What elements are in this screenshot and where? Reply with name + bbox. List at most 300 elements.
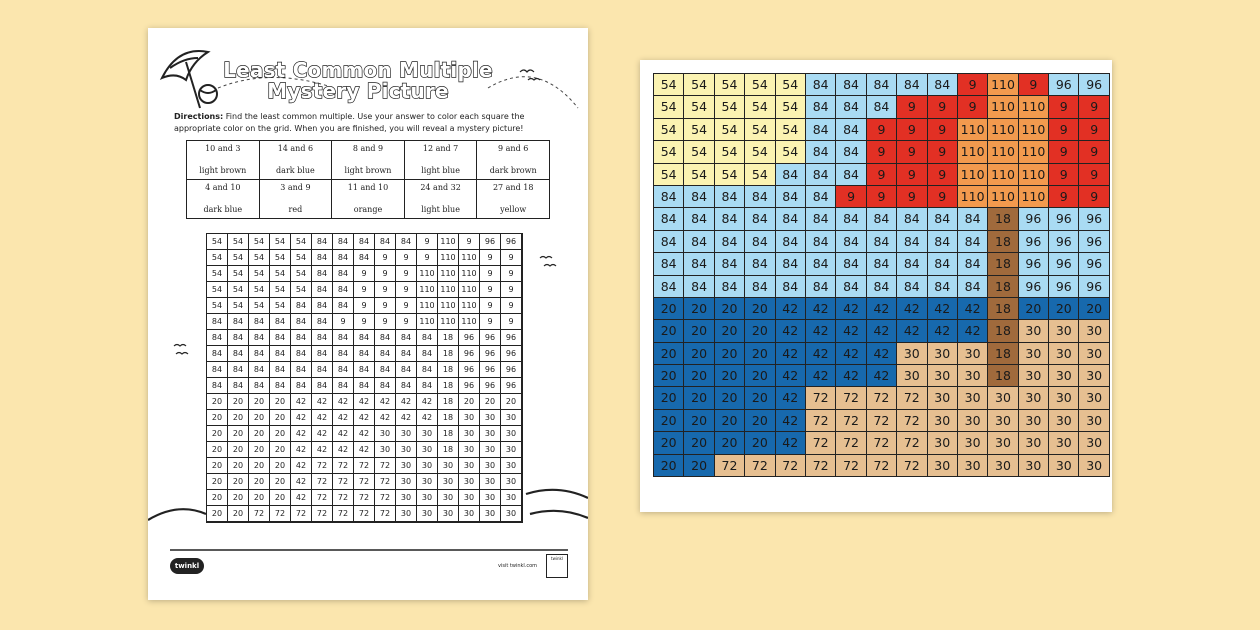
worksheet-grid-cell: 30 xyxy=(501,506,522,522)
answer-grid-cell: 30 xyxy=(988,387,1018,409)
worksheet-grid-cell: 30 xyxy=(459,442,480,458)
worksheet-grid-cell: 84 xyxy=(249,378,270,394)
worksheet-grid-cell: 9 xyxy=(396,298,417,314)
answer-grid-cell: 84 xyxy=(867,208,897,230)
worksheet-grid-cell: 54 xyxy=(228,282,249,298)
worksheet-grid-cell: 30 xyxy=(480,442,501,458)
worksheet-grid-cell: 84 xyxy=(375,362,396,378)
worksheet-grid-cell: 84 xyxy=(270,346,291,362)
worksheet-grid-cell: 30 xyxy=(417,442,438,458)
worksheet-grid-cell: 42 xyxy=(291,442,312,458)
worksheet-grid-cell: 30 xyxy=(480,490,501,506)
answer-grid-cell: 30 xyxy=(1049,387,1079,409)
worksheet-grid-cell: 42 xyxy=(333,410,354,426)
worksheet-grid-cell: 42 xyxy=(312,426,333,442)
key-color: dark brown xyxy=(489,166,537,175)
answer-grid-cell: 84 xyxy=(836,276,866,298)
worksheet-grid-cell: 20 xyxy=(270,458,291,474)
worksheet-grid-cell: 72 xyxy=(312,458,333,474)
answer-grid-cell: 18 xyxy=(988,276,1018,298)
answer-grid-cell: 9 xyxy=(836,186,866,208)
answer-grid-cell: 54 xyxy=(776,96,806,118)
answer-grid-cell: 20 xyxy=(654,387,684,409)
worksheet-grid-cell: 84 xyxy=(249,362,270,378)
key-color: dark blue xyxy=(203,205,243,214)
answer-grid-cell: 54 xyxy=(684,96,714,118)
worksheet-grid-cell: 54 xyxy=(249,234,270,250)
key-cell xyxy=(187,141,260,180)
answer-grid-cell: 30 xyxy=(897,365,927,387)
answer-grid-cell: 84 xyxy=(654,186,684,208)
worksheet-grid-cell: 54 xyxy=(207,250,228,266)
answer-grid-cell: 84 xyxy=(897,231,927,253)
answer-grid-cell: 9 xyxy=(897,96,927,118)
worksheet-grid-cell: 54 xyxy=(291,282,312,298)
answer-grid-cell: 42 xyxy=(836,343,866,365)
worksheet-grid-cell: 110 xyxy=(417,282,438,298)
worksheet-grid-cell: 42 xyxy=(354,426,375,442)
answer-grid-cell: 96 xyxy=(1049,276,1079,298)
answer-grid-cell: 42 xyxy=(867,298,897,320)
worksheet-grid-cell: 84 xyxy=(228,362,249,378)
worksheet-grid-cell: 42 xyxy=(291,458,312,474)
worksheet-grid-cell: 54 xyxy=(228,250,249,266)
answer-grid-cell: 30 xyxy=(1019,455,1049,477)
key-cell xyxy=(187,180,260,219)
answer-grid-cell: 84 xyxy=(836,253,866,275)
answer-grid-cell: 42 xyxy=(836,298,866,320)
answer-grid-cell: 9 xyxy=(897,186,927,208)
answer-grid-cell: 110 xyxy=(988,164,1018,186)
worksheet-grid-cell: 20 xyxy=(270,426,291,442)
answer-grid-cell: 20 xyxy=(684,432,714,454)
answer-grid-cell: 30 xyxy=(958,365,988,387)
answer-grid-cell: 42 xyxy=(776,320,806,342)
answer-grid-cell: 84 xyxy=(684,208,714,230)
worksheet-grid-cell: 20 xyxy=(228,490,249,506)
worksheet-grid-cell: 84 xyxy=(396,378,417,394)
answer-grid-cell: 9 xyxy=(928,186,958,208)
answer-grid-cell: 54 xyxy=(684,164,714,186)
worksheet-grid-cell: 84 xyxy=(354,234,375,250)
directions-body: Find the least common multiple. Use your answer to color each square the appropriate color on the grid. When you are finished, you will reveal a mystery picture! xyxy=(174,112,525,133)
worksheet-grid-cell: 9 xyxy=(354,266,375,282)
answer-grid-cell: 54 xyxy=(776,141,806,163)
worksheet-grid-cell: 84 xyxy=(333,378,354,394)
worksheet-grid-cell: 54 xyxy=(249,298,270,314)
worksheet-grid-cell: 42 xyxy=(354,442,375,458)
key-cell xyxy=(404,180,477,219)
answer-grid-cell: 72 xyxy=(806,432,836,454)
worksheet-grid-cell: 30 xyxy=(396,458,417,474)
worksheet-grid-cell: 42 xyxy=(291,474,312,490)
worksheet-grid-cell: 84 xyxy=(207,314,228,330)
answer-grid-cell: 84 xyxy=(776,253,806,275)
key-question: 3 and 9 xyxy=(280,183,311,192)
worksheet-grid-cell: 30 xyxy=(501,426,522,442)
answer-grid-cell: 96 xyxy=(1079,231,1109,253)
worksheet-grid-cell: 9 xyxy=(396,250,417,266)
answer-grid-cell: 9 xyxy=(1049,141,1079,163)
answer-grid-cell: 30 xyxy=(1019,320,1049,342)
answer-grid-cell: 42 xyxy=(928,320,958,342)
answer-grid-cell: 96 xyxy=(1019,276,1049,298)
answer-grid-cell: 84 xyxy=(806,119,836,141)
answer-key-card xyxy=(640,60,1112,512)
answer-grid-cell: 54 xyxy=(654,74,684,96)
worksheet-grid-cell: 84 xyxy=(228,378,249,394)
worksheet-grid-cell: 54 xyxy=(228,298,249,314)
worksheet-grid-cell: 84 xyxy=(396,234,417,250)
answer-grid-cell: 72 xyxy=(867,455,897,477)
worksheet-grid-cell: 30 xyxy=(417,458,438,474)
answer-grid-cell: 72 xyxy=(897,410,927,432)
answer-grid-cell: 20 xyxy=(684,387,714,409)
answer-grid-cell: 84 xyxy=(684,186,714,208)
answer-grid-cell: 30 xyxy=(958,387,988,409)
answer-grid-cell: 20 xyxy=(654,298,684,320)
answer-grid-cell: 30 xyxy=(928,410,958,432)
key-cell xyxy=(477,180,550,219)
worksheet-grid-cell: 72 xyxy=(354,490,375,506)
key-color: dark blue xyxy=(276,166,315,175)
answer-grid-cell: 30 xyxy=(897,343,927,365)
worksheet-grid-cell: 84 xyxy=(396,330,417,346)
answer-grid-cell: 84 xyxy=(806,208,836,230)
worksheet-grid-cell: 110 xyxy=(438,298,459,314)
worksheet-grid-cell: 72 xyxy=(375,458,396,474)
twinkl-logo: twinkl xyxy=(170,558,204,574)
answer-grid-cell: 84 xyxy=(836,164,866,186)
worksheet-grid-cell: 110 xyxy=(438,282,459,298)
answer-grid-cell: 72 xyxy=(867,432,897,454)
answer-grid-cell: 84 xyxy=(715,186,745,208)
answer-grid-cell: 9 xyxy=(867,164,897,186)
answer-grid-cell: 30 xyxy=(1049,365,1079,387)
answer-grid-cell: 20 xyxy=(684,343,714,365)
worksheet-grid-cell: 30 xyxy=(417,474,438,490)
answer-grid-cell: 96 xyxy=(1049,253,1079,275)
answer-grid-cell: 9 xyxy=(1079,186,1109,208)
worksheet-grid-cell: 9 xyxy=(480,282,501,298)
answer-grid-cell: 9 xyxy=(1049,164,1079,186)
worksheet-grid-cell: 20 xyxy=(228,442,249,458)
answer-grid-cell: 9 xyxy=(928,96,958,118)
answer-grid-cell: 84 xyxy=(867,96,897,118)
worksheet-grid-cell: 72 xyxy=(333,490,354,506)
worksheet-grid-cell: 84 xyxy=(291,314,312,330)
answer-grid-cell: 110 xyxy=(1019,141,1049,163)
worksheet-grid-cell: 18 xyxy=(438,426,459,442)
answer-grid-cell: 9 xyxy=(958,96,988,118)
worksheet-grid-cell: 54 xyxy=(270,250,291,266)
footer-badge-icon: twinkl xyxy=(546,554,568,578)
answer-grid-cell: 84 xyxy=(715,231,745,253)
answer-grid-cell: 20 xyxy=(745,343,775,365)
worksheet-grid-cell: 20 xyxy=(249,490,270,506)
key-question: 11 and 10 xyxy=(347,183,389,192)
answer-grid-cell: 30 xyxy=(928,387,958,409)
key-color: light brown xyxy=(199,166,247,175)
worksheet-grid-cell: 54 xyxy=(207,298,228,314)
answer-grid-cell: 18 xyxy=(988,320,1018,342)
answer-grid-cell: 84 xyxy=(745,231,775,253)
answer-grid-cell: 30 xyxy=(958,432,988,454)
answer-grid-cell: 84 xyxy=(806,164,836,186)
worksheet-grid-cell: 42 xyxy=(375,394,396,410)
key-color: yellow xyxy=(500,205,527,214)
worksheet-grid-cell: 84 xyxy=(207,378,228,394)
answer-grid-cell: 84 xyxy=(654,231,684,253)
answer-grid-cell: 84 xyxy=(806,74,836,96)
answer-grid-cell: 110 xyxy=(1019,119,1049,141)
answer-grid-cell: 42 xyxy=(867,320,897,342)
answer-grid-cell: 54 xyxy=(745,119,775,141)
worksheet-grid-cell: 84 xyxy=(270,330,291,346)
worksheet-grid-cell: 96 xyxy=(480,362,501,378)
key-cell xyxy=(477,141,550,180)
worksheet-grid-cell: 30 xyxy=(438,458,459,474)
worksheet-grid-cell: 96 xyxy=(480,330,501,346)
color-key-table xyxy=(186,140,550,219)
answer-grid-cell: 84 xyxy=(745,276,775,298)
worksheet-grid-cell: 42 xyxy=(375,410,396,426)
answer-grid-cell: 9 xyxy=(867,141,897,163)
answer-grid-cell: 9 xyxy=(897,141,927,163)
answer-grid-cell: 20 xyxy=(745,410,775,432)
answer-grid-cell: 72 xyxy=(806,455,836,477)
answer-grid-cell: 9 xyxy=(1049,96,1079,118)
answer-grid-cell: 54 xyxy=(684,141,714,163)
footer-url: visit twinkl.com xyxy=(498,563,538,569)
worksheet-grid-cell: 30 xyxy=(459,426,480,442)
worksheet-grid-cell: 84 xyxy=(333,234,354,250)
worksheet-grid-cell: 30 xyxy=(459,506,480,522)
worksheet-grid-cell: 84 xyxy=(354,330,375,346)
answer-grid-cell: 84 xyxy=(776,276,806,298)
worksheet-grid-cell: 84 xyxy=(207,362,228,378)
key-color: orange xyxy=(353,205,383,214)
answer-grid-cell: 20 xyxy=(684,298,714,320)
worksheet-grid-cell: 96 xyxy=(459,346,480,362)
answer-grid-cell: 42 xyxy=(867,365,897,387)
worksheet-grid-cell: 9 xyxy=(396,266,417,282)
key-color: light brown xyxy=(344,166,392,175)
answer-grid-cell: 9 xyxy=(928,141,958,163)
worksheet-grid-cell: 42 xyxy=(312,410,333,426)
worksheet-grid-cell: 110 xyxy=(459,266,480,282)
answer-grid-cell: 84 xyxy=(897,253,927,275)
key-question: 27 and 18 xyxy=(492,183,534,192)
worksheet-grid-cell: 30 xyxy=(375,442,396,458)
worksheet-grid-cell: 84 xyxy=(312,314,333,330)
worksheet-grid-cell: 84 xyxy=(333,282,354,298)
worksheet-grid-cell: 110 xyxy=(438,250,459,266)
answer-grid-cell: 84 xyxy=(867,276,897,298)
worksheet-grid-cell: 30 xyxy=(501,490,522,506)
worksheet-grid-cell: 54 xyxy=(270,282,291,298)
answer-grid-cell: 30 xyxy=(928,455,958,477)
worksheet-grid-cell: 72 xyxy=(333,474,354,490)
worksheet-grid-cell: 20 xyxy=(228,458,249,474)
answer-grid-cell: 42 xyxy=(806,343,836,365)
answer-grid-cell: 84 xyxy=(867,231,897,253)
worksheet-grid-cell: 84 xyxy=(354,250,375,266)
answer-grid-cell: 84 xyxy=(836,231,866,253)
answer-grid-cell: 54 xyxy=(654,119,684,141)
worksheet-grid-cell: 18 xyxy=(438,442,459,458)
answer-grid-cell: 9 xyxy=(1079,164,1109,186)
worksheet-grid-cell: 30 xyxy=(396,426,417,442)
answer-grid-cell: 96 xyxy=(1019,231,1049,253)
answer-grid-cell: 20 xyxy=(654,320,684,342)
worksheet-grid-cell: 84 xyxy=(312,298,333,314)
answer-grid-cell: 110 xyxy=(988,119,1018,141)
answer-grid-cell: 20 xyxy=(1079,298,1109,320)
worksheet-grid-cell: 42 xyxy=(354,410,375,426)
answer-grid-cell: 84 xyxy=(806,231,836,253)
answer-grid-cell: 84 xyxy=(897,74,927,96)
worksheet-grid-cell: 110 xyxy=(417,314,438,330)
worksheet-grid-cell: 30 xyxy=(459,474,480,490)
worksheet-grid-cell: 72 xyxy=(249,506,270,522)
answer-grid-cell: 18 xyxy=(988,298,1018,320)
answer-grid-cell: 30 xyxy=(1079,410,1109,432)
key-color: light blue xyxy=(421,205,460,214)
worksheet-grid-cell: 72 xyxy=(312,506,333,522)
worksheet-grid-cell: 54 xyxy=(291,234,312,250)
worksheet-grid-cell: 84 xyxy=(417,346,438,362)
answer-grid-cell: 96 xyxy=(1049,208,1079,230)
answer-grid-cell: 42 xyxy=(806,320,836,342)
worksheet-grid-cell: 9 xyxy=(480,266,501,282)
answer-grid-cell: 9 xyxy=(1079,96,1109,118)
worksheet-grid-cell: 18 xyxy=(438,330,459,346)
worksheet-grid-cell: 84 xyxy=(291,362,312,378)
answer-grid-cell: 30 xyxy=(1049,320,1079,342)
answer-grid-cell: 20 xyxy=(715,387,745,409)
worksheet-grid-cell: 20 xyxy=(270,442,291,458)
worksheet-grid-cell: 30 xyxy=(480,426,501,442)
worksheet-grid-cell: 84 xyxy=(375,378,396,394)
answer-grid-cell: 110 xyxy=(1019,164,1049,186)
answer-grid-cell: 9 xyxy=(867,119,897,141)
answer-grid-cell: 54 xyxy=(776,119,806,141)
worksheet-grid-cell: 84 xyxy=(417,362,438,378)
answer-grid-cell: 54 xyxy=(715,96,745,118)
worksheet-grid-cell: 9 xyxy=(501,298,522,314)
answer-grid-cell: 54 xyxy=(684,74,714,96)
worksheet-grid-cell: 84 xyxy=(291,330,312,346)
answer-grid-cell: 54 xyxy=(715,74,745,96)
worksheet-grid-cell: 30 xyxy=(438,490,459,506)
worksheet-grid-cell: 9 xyxy=(375,314,396,330)
answer-grid-cell: 84 xyxy=(928,74,958,96)
answer-grid-cell: 72 xyxy=(745,455,775,477)
answer-grid-cell: 84 xyxy=(897,208,927,230)
worksheet-grid-cell: 110 xyxy=(459,298,480,314)
answer-grid-cell: 20 xyxy=(684,365,714,387)
answer-grid-cell: 84 xyxy=(745,208,775,230)
answer-grid-cell: 18 xyxy=(988,253,1018,275)
worksheet-grid-cell: 20 xyxy=(270,394,291,410)
key-question: 14 and 6 xyxy=(277,144,314,153)
worksheet-grid-cell: 42 xyxy=(333,442,354,458)
key-cell xyxy=(259,141,332,180)
answer-grid-cell: 72 xyxy=(806,387,836,409)
worksheet-grid-cell: 20 xyxy=(501,394,522,410)
worksheet-grid-cell: 9 xyxy=(375,266,396,282)
worksheet-grid-cell: 84 xyxy=(333,266,354,282)
answer-grid-cell: 9 xyxy=(1049,119,1079,141)
worksheet-grid-cell: 72 xyxy=(270,506,291,522)
answer-grid-cell: 110 xyxy=(988,141,1018,163)
worksheet-grid-cell: 20 xyxy=(249,394,270,410)
key-cell xyxy=(259,180,332,219)
worksheet-grid-cell: 18 xyxy=(438,394,459,410)
worksheet-grid-cell: 110 xyxy=(459,314,480,330)
worksheet-grid-cell: 30 xyxy=(417,426,438,442)
worksheet-grid-cell: 110 xyxy=(417,266,438,282)
answer-grid-cell: 42 xyxy=(928,298,958,320)
worksheet-grid-cell: 30 xyxy=(459,410,480,426)
worksheet-grid-cell: 9 xyxy=(480,250,501,266)
worksheet-grid-cell: 72 xyxy=(354,474,375,490)
worksheet-grid-cell: 20 xyxy=(207,490,228,506)
worksheet-grid-cell: 84 xyxy=(228,314,249,330)
worksheet-grid-cell: 54 xyxy=(228,266,249,282)
worksheet-grid-cell: 72 xyxy=(333,506,354,522)
answer-grid-cell: 72 xyxy=(776,455,806,477)
worksheet-grid-cell: 96 xyxy=(501,362,522,378)
worksheet-grid-cell: 20 xyxy=(249,474,270,490)
answer-grid-cell: 30 xyxy=(1079,455,1109,477)
worksheet-grid-cell: 30 xyxy=(480,506,501,522)
key-question: 4 and 10 xyxy=(205,183,241,192)
directions-text xyxy=(174,111,570,135)
answer-grid-cell: 54 xyxy=(745,164,775,186)
worksheet-grid-cell: 42 xyxy=(312,394,333,410)
worksheet-grid-cell: 96 xyxy=(459,378,480,394)
worksheet-grid-cell: 84 xyxy=(333,362,354,378)
answer-grid-cell: 72 xyxy=(897,387,927,409)
worksheet-grid-cell: 20 xyxy=(459,394,480,410)
key-question: 10 and 3 xyxy=(205,144,241,153)
key-question: 12 and 7 xyxy=(422,144,459,153)
worksheet-grid-cell: 20 xyxy=(207,506,228,522)
answer-grid-cell: 42 xyxy=(867,343,897,365)
worksheet-grid-cell: 84 xyxy=(291,346,312,362)
answer-grid-cell: 84 xyxy=(897,276,927,298)
answer-grid-cell: 42 xyxy=(806,298,836,320)
answer-key-grid xyxy=(653,73,1110,477)
worksheet-grid-cell: 84 xyxy=(417,378,438,394)
worksheet-grid-cell: 20 xyxy=(249,410,270,426)
worksheet-grid-cell: 110 xyxy=(438,314,459,330)
worksheet-grid-cell: 84 xyxy=(417,330,438,346)
worksheet-grid-cell: 20 xyxy=(480,394,501,410)
answer-grid-cell: 30 xyxy=(1049,455,1079,477)
answer-grid-cell: 30 xyxy=(928,343,958,365)
worksheet-grid-cell: 54 xyxy=(207,266,228,282)
worksheet-grid-cell: 18 xyxy=(438,362,459,378)
answer-grid-cell: 96 xyxy=(1079,276,1109,298)
worksheet-grid-cell: 84 xyxy=(312,266,333,282)
worksheet-grid-cell: 30 xyxy=(459,490,480,506)
answer-grid-cell: 30 xyxy=(928,365,958,387)
answer-grid-cell: 84 xyxy=(958,208,988,230)
worksheet-grid-cell: 84 xyxy=(333,346,354,362)
